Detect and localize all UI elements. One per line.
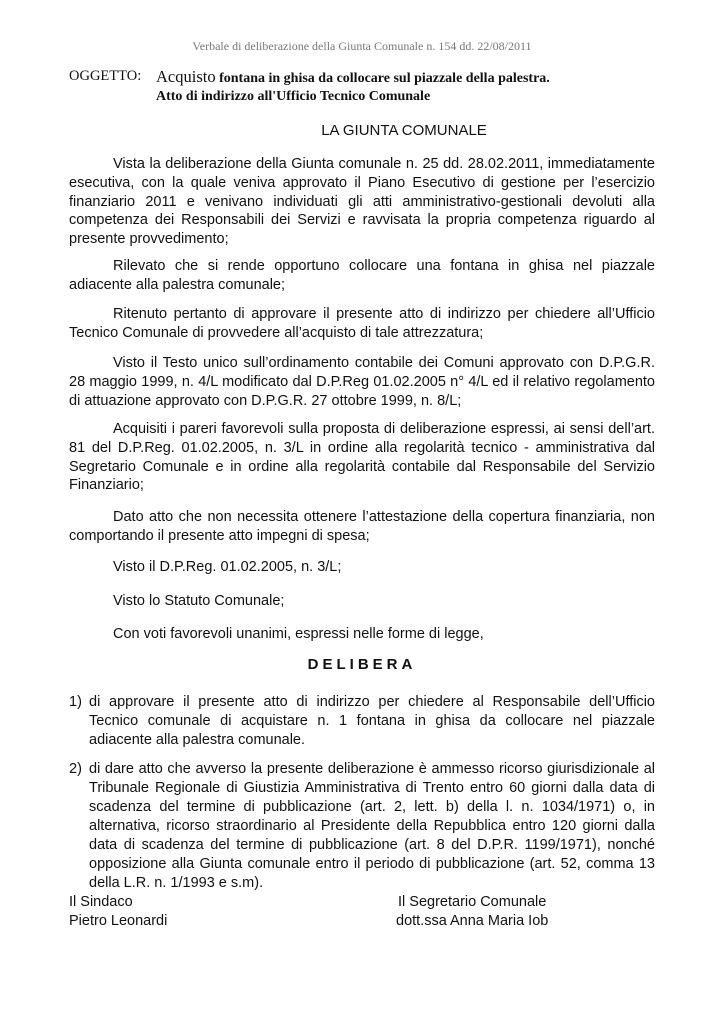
paragraph-ritenuto: Ritenuto pertanto di approvare il presente atto di indirizzo per chiedere all’Ufficio Tecnico Comunale di provvedere all’acquisto di tale attrezzatura; — [69, 306, 655, 341]
signature-left — [69, 893, 167, 931]
paragraph-acquisiti-pareri: Acquisiti i pareri favorevoli sulla proposta di deliberazione espressi, ai sensi dell’art. 81 del D.P.Reg. 01.02.2005, n. 3/L in ordine alla regolarità tecnico - amministrativa dal Segretario Comunale e in ordine alla regolarità contabile dal Responsabile del Servizio Finanziario; — [69, 421, 655, 494]
decision-item-number: 1) — [69, 694, 82, 710]
paragraph-rilevato: Rilevato che si rende opportuno collocare una fontana in ghisa nel piazzale adiacente alla palestra comunale; — [69, 258, 655, 293]
oggetto-subject-first-word: Acquisto — [156, 67, 216, 86]
signature-right — [396, 893, 548, 931]
oggetto-label: OGGETTO: — [69, 68, 142, 84]
paragraph-vista-deliberazione: Vista la deliberazione della Giunta comunale n. 25 dd. 28.02.2011, immediatamente esecutiva, con la quale veniva approvato il Piano Esecutivo di gestione per l’esercizio finanziario 2011 e venivano individuati gli atti amministrativo-gestionali devoluti alla competenza dei Responsabili dei Servizi e ravvisata la propria competenza riguardo al presente provvedimento; — [69, 156, 655, 248]
oggetto-subject-line1 — [156, 67, 550, 87]
paragraph-visto-testo-unico: Visto il Testo unico sull’ordinamento contabile dei Comuni approvato con D.P.G.R. 28 maggio 1999, n. 4/L modificato dal D.P.Reg 01.02.2005 n° 4/L ed il relativo regolamento di attuazione approvato con D.P.G.R. 27 ottobre 1999, n. 8/L; — [69, 355, 655, 409]
line-visto-dpreg: Visto il D.P.Reg. 01.02.2005, n. 3/L; — [113, 559, 342, 575]
segretario-name: dott.ssa Anna Maria Iob — [396, 912, 549, 929]
oggetto-subject-line2: Atto di indirizzo all'Ufficio Tecnico Comunale — [156, 89, 431, 104]
decision-item-text: di approvare il presente atto di indirizzo per chiedere al Responsabile dell’Ufficio Tecnico comunale di acquistare n. 1 fontana in ghisa da collocare nel piazzale adiacente alla palestra comunale. — [89, 694, 655, 748]
decision-item-1 — [69, 693, 655, 750]
document-header: Verbale di deliberazione della Giunta Comunale n. 154 dd. 22/08/2011 — [192, 39, 532, 53]
segretario-title: Il Segretario Comunale — [398, 894, 547, 910]
delibera-heading: DELIBERA — [307, 656, 417, 673]
paragraph-dato-atto: Dato atto che non necessita ottenere l’attestazione della copertura finanziaria, non comportando il presente atto impegni di spesa; — [69, 509, 655, 544]
sindaco-title: Il Sindaco — [69, 894, 133, 910]
sindaco-name: Pietro Leonardi — [69, 912, 168, 929]
decision-item-2 — [69, 760, 655, 893]
section-title: LA GIUNTA COMUNALE — [321, 122, 487, 139]
oggetto-subject-rest: fontana in ghisa da collocare sul piazzale della palestra. — [215, 71, 550, 86]
line-con-voti: Con voti favorevoli unanimi, espressi nelle forme di legge, — [113, 626, 484, 642]
line-visto-statuto: Visto lo Statuto Comunale; — [113, 593, 285, 609]
decision-item-text: di dare atto che avverso la presente deliberazione è ammesso ricorso giurisdizionale al Tribunale Regionale di Giustizia Amministrativa di Trento entro 60 giorni dalla data di scadenza del termine di pubblicazione (art. 2, lett. b) della l. n. 1034/1971) o, in alternativa, ricorso straordinario al Presidente della Repubblica entro 120 giorni dalla data di scadenza del termine di pubblicazione (art. 8 del D.P.R. 1199/1971), nonché opposizione alla Giunta comunale entro il periodo di pubblicazione (art. 52, comma 13 della L.R. n. 1/1993 e s.m). — [89, 761, 655, 891]
decision-item-number: 2) — [69, 761, 82, 777]
